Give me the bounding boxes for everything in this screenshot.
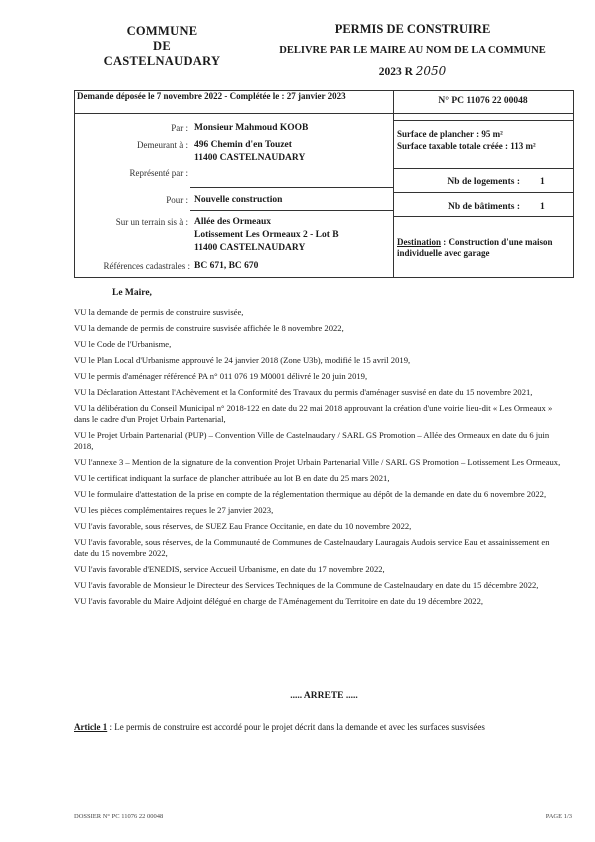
pour-divider-bottom <box>190 210 393 211</box>
year-label: 2023 R <box>378 66 413 78</box>
represente-label: Représenté par : <box>129 168 188 178</box>
pour-label: Pour : <box>166 195 188 205</box>
destination <box>397 237 567 259</box>
surface-taxable: Surface taxable totale créée : 113 m² <box>397 141 536 151</box>
handwritten-number: 2050 <box>415 64 447 78</box>
footer-page: PAGE 1/3 <box>545 813 572 820</box>
batiments-label: Nb de bâtiments : <box>447 202 520 212</box>
vu-item: VU l'avis favorable d'ENEDIS, service Accueil Urbanisme, en date du 17 novembre 2022, <box>74 564 385 574</box>
vu-item: VU la Déclaration Attestant l'Achèvement et la Conformité des Travaux du permis d'aménager susvisé en date du 15 novembre 2021, <box>74 387 533 397</box>
par-label: Par : <box>171 123 188 133</box>
permit-subtitle: DELIVRE PAR LE MAIRE AU NOM DE LA COMMUNE <box>279 45 546 56</box>
permit-year <box>250 63 575 80</box>
batiments-divider <box>393 192 573 193</box>
destination-label: Destination <box>397 237 442 247</box>
article-label: Article 1 <box>74 722 108 732</box>
demeurant-line-2: 11400 CASTELNAUDARY <box>194 153 306 163</box>
terrain-line-1: Allée des Ormeaux <box>194 217 272 227</box>
vu-item: VU le formulaire d'attestation de la prise en compte de la réglementation thermique au dépôt de la demande en date du 6 novembre 2022, <box>74 489 547 499</box>
vu-item: VU le Code de l'Urbanisme, <box>74 339 172 349</box>
vu-item: VU la demande de permis de construire susvisée affichée le 8 novembre 2022, <box>74 323 344 333</box>
terrain-label: Sur un terrain sis à : <box>115 217 188 227</box>
vu-item: VU l'avis favorable, sous réserves, de la Communauté de Communes de Castelnaudary Lauragais Audois service Eau et assainissement en date du 15 novembre 2022, <box>74 537 550 558</box>
deposit-text: Demande déposée le 7 novembre 2022 - Complétée le : 27 janvier 2023 <box>77 91 346 101</box>
vu-item: VU le certificat indiquant la surface de plancher attribuée au lot B en date du 25 mars 2021, <box>74 473 390 483</box>
vu-item: VU la délibération du Conseil Municipal n° 2018-122 en date du 22 mai 2018 approuvant la création d'une voirie lieu-dit « Les Ormeaux » dans le cadre d'un Projet Urbain Partenarial, <box>74 403 553 424</box>
vu-item: VU l'avis favorable de Monsieur le Directeur des Services Techniques de la Commune de Castelnaudary en date du 15 décembre 2022, <box>74 580 539 590</box>
vu-list <box>74 307 564 612</box>
batiments-value: 1 <box>540 202 545 212</box>
pc-number: N° PC 11076 22 00048 <box>438 96 528 106</box>
permit-title: PERMIS DE CONSTRUIRE <box>334 22 491 36</box>
vu-item: VU le Projet Urbain Partenarial (PUP) – Convention Ville de Castelnaudary / SARL GS Promotion – Allée des Ormeaux en date du 6 juin 2018, <box>74 430 550 451</box>
arrete-heading: ..... ARRETE ..... <box>290 691 358 701</box>
pour-value: Nouvelle construction <box>194 195 283 205</box>
vu-item: VU la demande de permis de construire susvisée, <box>74 307 244 317</box>
terrain-line-3: 11400 CASTELNAUDARY <box>194 243 306 253</box>
permit-header <box>250 22 575 80</box>
logements-divider <box>393 168 573 169</box>
terrain-line-2: Lotissement Les Ormeaux 2 - Lot B <box>194 230 339 240</box>
vu-item: VU le permis d'aménager référencé PA n° 011 076 19 M0001 délivré le 20 juin 2019, <box>74 371 368 381</box>
vu-item: VU l'annexe 3 – Mention de la signature de la convention Projet Urbain Partenarial Ville / SARL GS Promotion – Lotissement Les Ormeaux, <box>74 457 561 467</box>
vu-item: VU l'avis favorable, sous réserves, de SUEZ Eau France Occitanie, en date du 10 novembre 2022, <box>74 521 412 531</box>
vu-item: VU le Plan Local d'Urbanisme approuvé le 24 janvier 2018 (Zone U3b), modifié le 15 avril 2019, <box>74 355 411 365</box>
box-vertical-divider <box>393 90 394 277</box>
surface-plancher: Surface de plancher : 95 m² <box>397 129 503 139</box>
footer-dossier: DOSSIER N° PC 11076 22 00048 <box>74 813 164 820</box>
commune-line-3: CASTELNAUDARY <box>103 54 221 68</box>
refs-label: Références cadastrales : <box>103 261 190 271</box>
par-value: Monsieur Mahmoud KOOB <box>194 123 309 133</box>
article-text: : Le permis de construire est accordé pour le projet décrit dans la demande et avec les surfaces susvisées <box>107 722 485 732</box>
commune-line-2: DE <box>153 39 171 53</box>
right-top-divider <box>393 120 573 121</box>
demeurant-label: Demeurant à : <box>137 140 188 150</box>
vu-item: VU les pièces complémentaires reçues le 27 janvier 2023, <box>74 505 274 515</box>
salutation: Le Maire, <box>112 288 152 298</box>
pour-divider <box>190 187 393 188</box>
destination-value: : Construction d'une maison individuelle avec garage <box>397 237 553 258</box>
logements-label: Nb de logements : <box>447 177 520 187</box>
destination-divider <box>393 216 573 217</box>
commune-line-1: COMMUNE <box>126 24 198 38</box>
box-header-divider <box>74 113 573 114</box>
logements-value: 1 <box>540 177 545 187</box>
article-1 <box>74 722 554 733</box>
commune-block <box>92 24 232 69</box>
demeurant-line-1: 496 Chemin d'en Touzet <box>194 140 292 150</box>
vu-item: VU l'avis favorable du Maire Adjoint délégué en charge de l'Aménagement du Territoire en date du 19 décembre 2022, <box>74 596 484 606</box>
refs-value: BC 671, BC 670 <box>194 261 259 271</box>
